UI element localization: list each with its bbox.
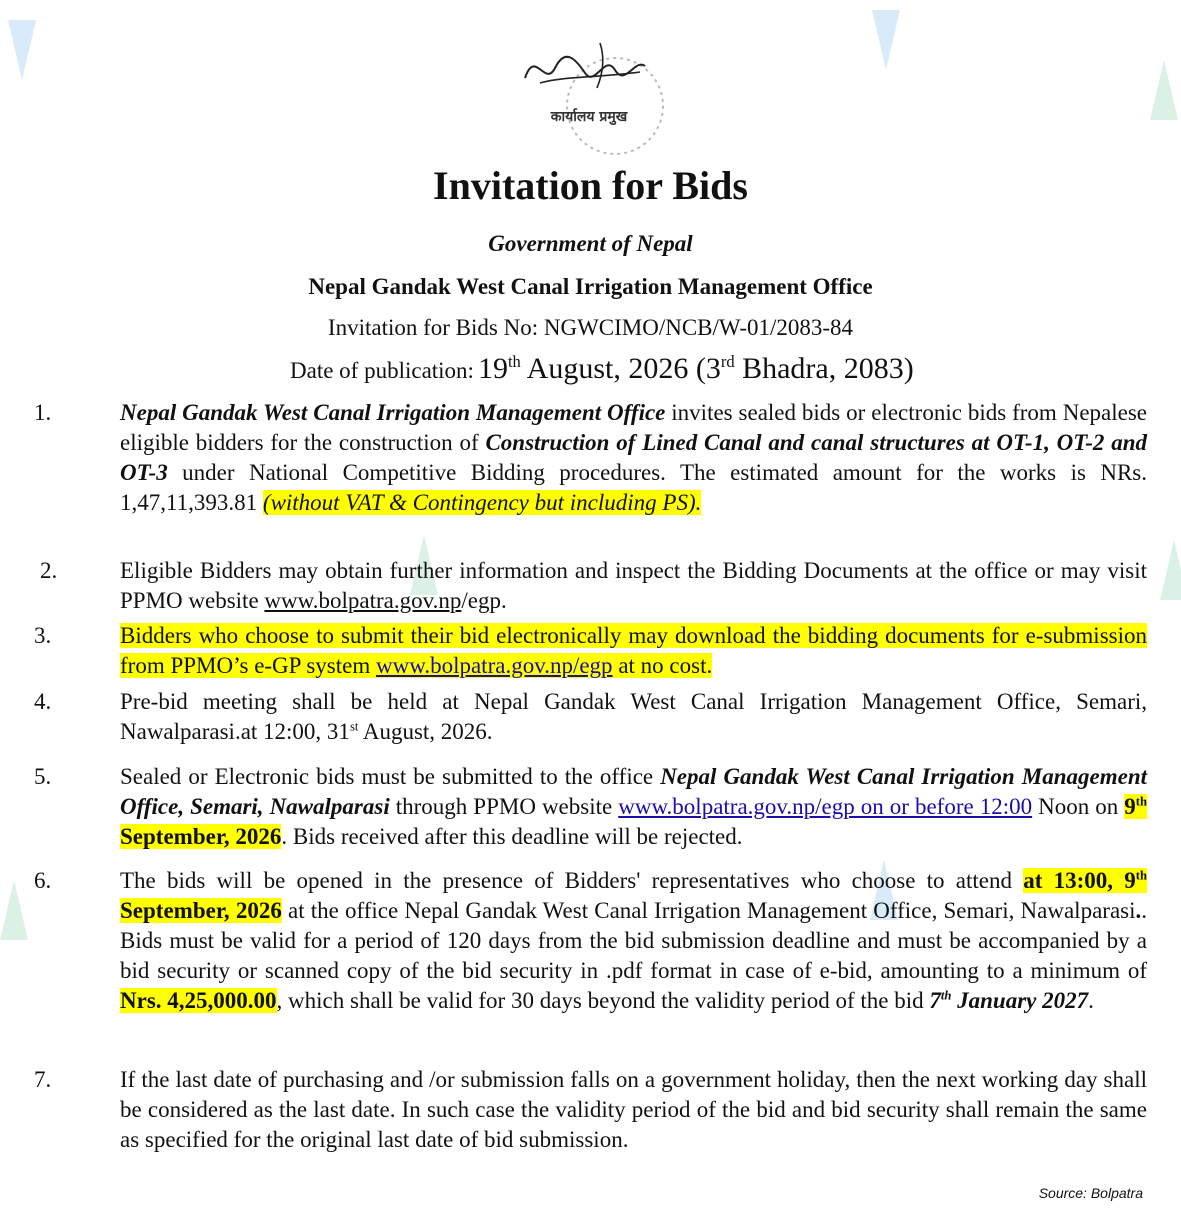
validity-sup: th xyxy=(940,988,952,1003)
bolpatra-link[interactable]: www.bolpatra.gov.np xyxy=(264,588,462,613)
item-text-run: invites sealed bids or electronic bids from Nepalese eligible bidders for the construction of xyxy=(120,400,1147,455)
item-text-run: . Bids must be valid for a period of 120 days from the bid submission deadline and must be accompanied by a bid security or scanned copy of the bid security in .pdf format in case of e-bid, amounting to a minimum of xyxy=(120,898,1147,983)
seal-label: कार्यालय प्रमुख xyxy=(550,109,628,125)
watermark-arrow-icon xyxy=(0,880,28,940)
validity-rest: January 2027 xyxy=(951,988,1089,1013)
item-text-run: under National Competitive Bidding procedures. The estimated amount for the works is NRs. 1,47,11,393.81 xyxy=(120,460,1147,515)
item-text-run: Eligible Bidders may obtain further information and inspect the Bidding Documents at the office or may visit PPMO website xyxy=(120,558,1147,613)
item-text xyxy=(120,621,1147,681)
item-text-run: . xyxy=(1088,988,1094,1013)
item-text-run: at the office Nepal Gandak West Canal Irrigation Management Office, Semari, Nawalparasi xyxy=(281,898,1136,923)
estimate-note: (without VAT & Contingency but including PS). xyxy=(262,490,702,515)
office-address-italic: Nepal Gandak West Canal Irrigation Management Office, Semari, Nawalparasi xyxy=(120,764,1147,819)
watermark-arrow-icon xyxy=(8,20,36,80)
signature-seal-icon xyxy=(505,28,675,158)
opening-time-rest: September, 2026 xyxy=(120,898,282,923)
item-text-sup: st xyxy=(349,719,359,734)
item-number: 7. xyxy=(34,1067,52,1092)
pub-nepali-suffix: rd xyxy=(720,352,735,371)
item-text-run: Bidders who choose to submit their bid electronically may download the bidding documents for e-submission from PPMO’s e-GP system xyxy=(120,623,1147,678)
item-number: 2. xyxy=(40,558,58,583)
item-number: 4. xyxy=(34,689,52,714)
office-name: Nepal Gandak West Canal Irrigation Management Office xyxy=(308,274,873,299)
item-text-run: , which shall be valid for 30 days beyond the validity period of the bid xyxy=(276,988,930,1013)
item-text-run: Sealed or Electronic bids must be submitted to the office xyxy=(120,764,661,789)
item-number: 3. xyxy=(34,623,52,648)
work-name: Construction of Lined Canal and canal structures at OT-1, OT-2 and OT-3 xyxy=(120,430,1147,485)
egp-link[interactable]: www.bolpatra.gov.np/egp xyxy=(376,653,613,678)
item-text-run: Pre-bid meeting shall be held at Nepal Gandak West Canal Irrigation Management Office, Semari, Nawalparasi.at 12:00, 31 xyxy=(120,689,1147,744)
opening-time-text: at 13:00, 9 xyxy=(1023,868,1136,893)
item-text-run: through PPMO website xyxy=(389,794,619,819)
item-text-run: . Bids received after this deadline will be rejected. xyxy=(281,824,743,849)
bid-security-amount: Nrs. 4,25,000.00 xyxy=(120,988,277,1013)
validity-date xyxy=(929,988,1088,1013)
item-number: 6. xyxy=(34,868,52,893)
deadline-rest: September, 2026 xyxy=(120,824,282,849)
item-text-run: /egp. xyxy=(461,588,507,613)
item-text-run: at no cost. xyxy=(612,653,713,678)
publication-value xyxy=(478,352,914,385)
ifb-number: Invitation for Bids No: NGWCIMO/NCB/W-01/2083-84 xyxy=(327,315,854,340)
page-title: Invitation for Bids xyxy=(433,163,748,208)
item-text-run: . xyxy=(1135,898,1142,923)
publication-label: Date of publication: xyxy=(290,358,474,383)
item-text: If the last date of purchasing and /or submission falls on a government holiday, then the next working day shall be considered as the last date. In such case the validity period of the bid and bid security shall remain the same as specified for the original last date of bid submission. xyxy=(120,1067,1147,1152)
item-number: 5. xyxy=(34,764,52,789)
office-name-italic: Nepal Gandak West Canal Irrigation Management Office xyxy=(120,400,666,425)
item-text-run: Noon on xyxy=(1032,794,1125,819)
pub-nepali-date: Bhadra, 2083) xyxy=(742,352,914,385)
deadline-sup: th xyxy=(1135,794,1148,809)
item-text xyxy=(120,556,1147,616)
source-credit: Source: Bolpatra xyxy=(1038,1185,1143,1201)
pub-day: 19 xyxy=(477,352,508,385)
egp-deadline-link[interactable]: www.bolpatra.gov.np/egp on or before 12:00 xyxy=(618,794,1033,819)
item-text-run: August, 2026. xyxy=(358,719,493,744)
watermark-arrow-icon xyxy=(1150,60,1178,120)
watermark-arrow-icon xyxy=(872,10,900,70)
item-text xyxy=(120,398,1147,518)
deadline-day: 9 xyxy=(1124,794,1136,819)
publication-date xyxy=(290,352,914,386)
item-text-run: The bids will be opened in the presence of Bidders' representatives who choose to attend xyxy=(120,868,1024,893)
item-text xyxy=(120,762,1147,852)
item-number: 1. xyxy=(34,400,52,425)
pub-day-suffix: th xyxy=(507,352,521,371)
watermark-arrow-icon xyxy=(1160,540,1181,600)
opening-time-sup: th xyxy=(1135,868,1147,883)
item-text xyxy=(120,687,1147,747)
validity-day: 7 xyxy=(929,988,941,1013)
item-text xyxy=(120,866,1147,1016)
pub-month-year: August, 2026 (3 xyxy=(526,352,721,385)
government-line: Government of Nepal xyxy=(488,231,693,256)
